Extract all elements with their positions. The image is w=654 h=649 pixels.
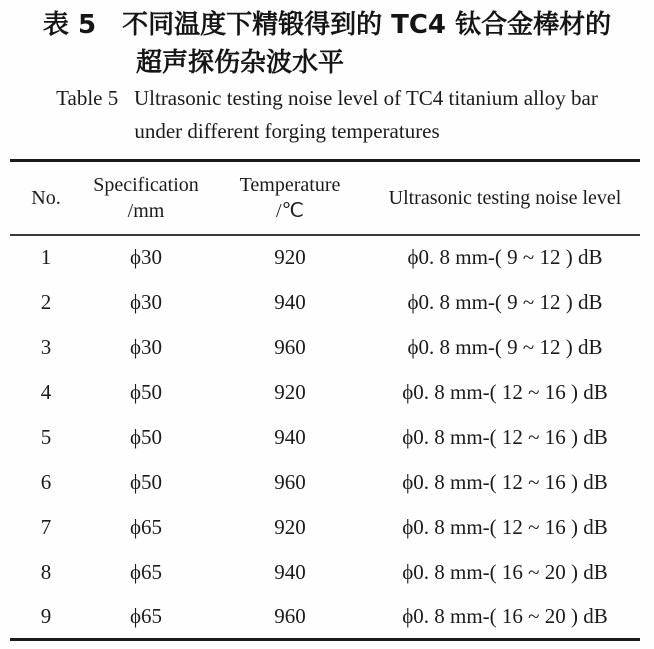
table-caption-zh-line2: 超声探伤杂波水平 bbox=[135, 48, 344, 78]
cell-no: 6 bbox=[40, 469, 52, 494]
table-header-row bbox=[10, 161, 640, 235]
cell-noise-level: ϕ0. 8 mm-( 9 ~ 12 ) dB bbox=[407, 245, 603, 269]
header-cell-temperature bbox=[210, 161, 370, 235]
header-cell-no bbox=[10, 161, 82, 235]
cell-temperature: 940 bbox=[274, 289, 306, 314]
cell-noise-level: ϕ0. 8 mm-( 9 ~ 12 ) dB bbox=[407, 289, 603, 314]
table-body bbox=[10, 235, 640, 640]
header-cell-noise-level bbox=[370, 161, 640, 235]
cell-temperature: 960 bbox=[274, 603, 306, 628]
cell-noise-level: ϕ0. 8 mm-( 16 ~ 20 ) dB bbox=[402, 559, 608, 584]
table-caption-en-line1: Table 5 Ultrasonic testing noise level of TC4 titanium alloy bar bbox=[56, 86, 598, 110]
cell-no: 5 bbox=[40, 424, 52, 449]
cell-noise-level: ϕ0. 8 mm-( 9 ~ 12 ) dB bbox=[407, 334, 603, 359]
cell-no: 4 bbox=[40, 379, 52, 404]
table-row bbox=[10, 415, 640, 460]
table-row bbox=[10, 325, 640, 370]
header-specification-unit: /mm bbox=[127, 199, 165, 222]
cell-noise-level: ϕ0. 8 mm-( 12 ~ 16 ) dB bbox=[402, 424, 608, 449]
table-row bbox=[10, 370, 640, 415]
cell-specification: ϕ30 bbox=[129, 334, 163, 359]
cell-noise-level: ϕ0. 8 mm-( 12 ~ 16 ) dB bbox=[402, 514, 608, 539]
table-row bbox=[10, 550, 640, 595]
cell-specification: ϕ50 bbox=[129, 379, 163, 404]
table-caption-zh-line1: 表 5 不同温度下精锻得到的 TC4 钛合金棒材的 bbox=[42, 10, 612, 40]
cell-specification: ϕ65 bbox=[129, 603, 163, 628]
cell-no: 7 bbox=[40, 514, 52, 539]
header-noise-level-label: Ultrasonic testing noise level bbox=[388, 186, 622, 209]
header-temperature-label: Temperature bbox=[239, 173, 341, 196]
cell-specification: ϕ65 bbox=[129, 514, 163, 539]
table-row bbox=[10, 280, 640, 325]
table-row bbox=[10, 460, 640, 505]
table-row bbox=[10, 235, 640, 280]
cell-temperature: 940 bbox=[274, 424, 306, 449]
header-specification-label: Specification bbox=[93, 173, 199, 196]
cell-specification: ϕ30 bbox=[129, 289, 163, 314]
table-caption-en-line2: under different forging temperatures bbox=[134, 119, 440, 143]
cell-temperature: 940 bbox=[274, 559, 306, 584]
cell-noise-level: ϕ0. 8 mm-( 12 ~ 16 ) dB bbox=[402, 469, 608, 494]
cell-specification: ϕ50 bbox=[129, 469, 163, 494]
cell-temperature: 920 bbox=[274, 514, 306, 539]
cell-no: 9 bbox=[40, 603, 52, 628]
cell-noise-level: ϕ0. 8 mm-( 12 ~ 16 ) dB bbox=[402, 379, 608, 404]
table-row bbox=[10, 595, 640, 640]
cell-specification: ϕ30 bbox=[129, 245, 163, 269]
cell-no: 1 bbox=[40, 245, 52, 269]
cell-noise-level: ϕ0. 8 mm-( 16 ~ 20 ) dB bbox=[402, 603, 608, 628]
cell-temperature: 920 bbox=[274, 245, 306, 269]
cell-no: 3 bbox=[40, 334, 52, 359]
header-temperature-unit: /℃ bbox=[275, 199, 305, 222]
cell-specification: ϕ65 bbox=[129, 559, 163, 584]
cell-no: 2 bbox=[40, 289, 52, 314]
table-header bbox=[10, 161, 640, 235]
cell-specification: ϕ50 bbox=[129, 424, 163, 449]
header-no-label: No. bbox=[31, 186, 61, 209]
header-cell-specification bbox=[82, 161, 210, 235]
data-table bbox=[10, 159, 640, 641]
table-row bbox=[10, 505, 640, 550]
cell-temperature: 960 bbox=[274, 469, 306, 494]
cell-temperature: 920 bbox=[274, 379, 306, 404]
cell-temperature: 960 bbox=[274, 334, 306, 359]
cell-no: 8 bbox=[40, 559, 52, 584]
